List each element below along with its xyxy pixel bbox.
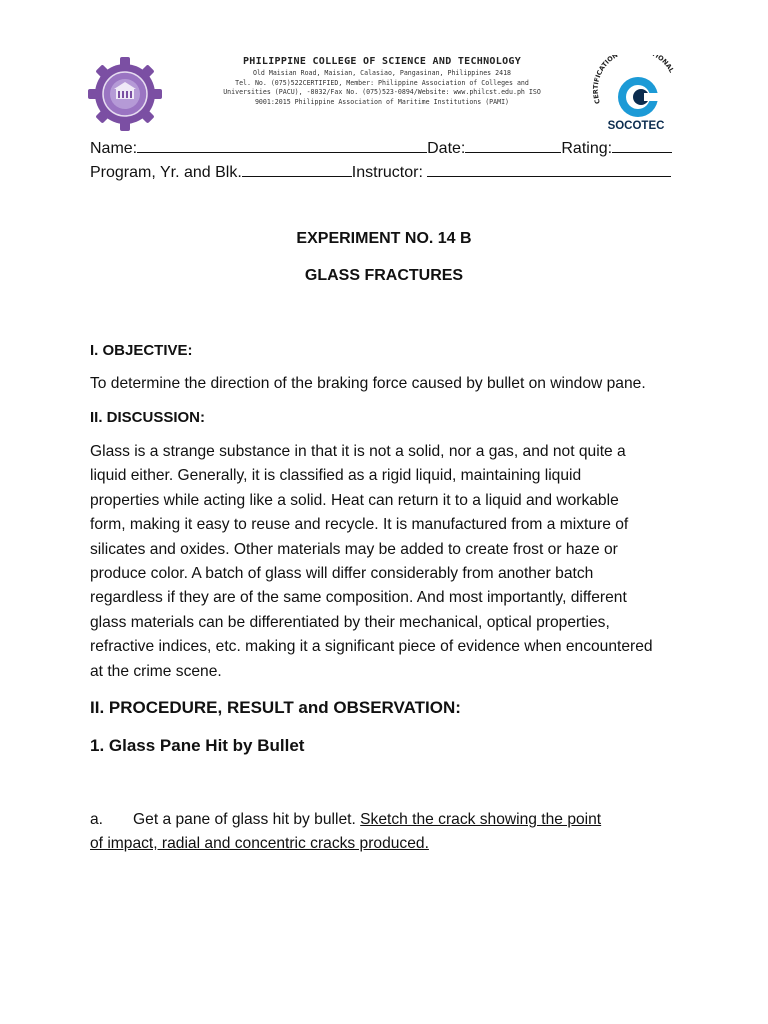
procedure-step-a [90,808,690,856]
procedure-heading: II. PROCEDURE, RESULT and OBSERVATION: [90,698,461,717]
discussion-line: produce color. A batch of glass will differ considerably from another batch [90,565,594,583]
letterhead-line: Universities (PACU), -8032/Fax No. (075)523-0894/Website: www.philcst.edu.ph ISO [223,88,541,96]
step-instruction-underlined: Sketch the crack showing the point [360,811,602,828]
step-text: Get a pane of glass hit by bullet. [133,811,356,828]
step-instruction-underlined: of impact, radial and concentric cracks produced. [90,835,429,852]
college-name: PHILIPPINE COLLEGE OF SCIENCE AND TECHNOLOGY [242,56,522,67]
letterhead-line: Tel. No. (075)522CERTIFIED, Member: Philippine Association of Colleges and [235,78,529,87]
discussion-line: liquid either. Generally, it is classified as a rigid liquid, maintaining liquid [90,467,582,485]
cert-logo-name: SOCOTEC [607,120,665,132]
form-row-program [90,160,671,183]
discussion-line: silicates and oxides. Other materials may be added to create frost or haze or [90,540,618,558]
experiment-title: GLASS FRACTURES [304,267,464,284]
instructor-label: Instructor: [351,164,423,181]
discussion-line: refractive indices, etc. making it a significant piece of evidence when encountered [90,638,653,656]
discussion-line: properties while acting like a solid. Heat can return it to a liquid and workable [90,491,619,509]
rating-label: Rating: [561,140,613,157]
rating-field[interactable] [612,136,672,153]
discussion-line: glass materials can be differentiated by their mechanical, optical properties, [90,613,610,631]
program-label: Program, Yr. and Blk. [90,164,242,181]
instructor-field[interactable] [427,160,671,177]
name-field[interactable] [137,136,427,153]
form-row-name [90,136,672,159]
college-seal-logo [86,55,164,133]
discussion-paragraph [90,440,690,684]
step-letter: a. [90,811,104,828]
date-field[interactable] [465,136,561,153]
letterhead [186,55,578,107]
experiment-number: EXPERIMENT NO. 14 B [296,230,472,247]
discussion-line: at the crime scene. [90,662,222,680]
objective-heading: I. OBJECTIVE: [90,342,193,359]
subsection-heading: 1. Glass Pane Hit by Bullet [90,736,305,755]
discussion-line: Glass is a strange substance in that it is not a solid, nor a gas, and not quite a [90,443,626,460]
letterhead-line: 9001:2015 Philippine Association of Maritime Institutions (PAMI) [254,97,510,106]
program-field[interactable] [242,160,352,177]
socotec-certification-logo [586,55,686,135]
cert-arc-text: CERTIFICATION IONAL [591,55,676,105]
letterhead-line: Old Maisian Road, Maisian, Calasiao, Pangasinan, Philippines 2418 [252,69,512,77]
name-label: Name: [90,140,138,157]
discussion-line: form, making it easy to reuse and recycle. It is manufactured from a mixture of [90,516,629,534]
discussion-line: regardless if they are of the same composition. And most importantly, different [90,589,627,607]
discussion-heading: II. DISCUSSION: [90,409,206,426]
date-label: Date: [427,140,466,157]
objective-text: To determine the direction of the braking force caused by bullet on window pane. [90,375,646,392]
